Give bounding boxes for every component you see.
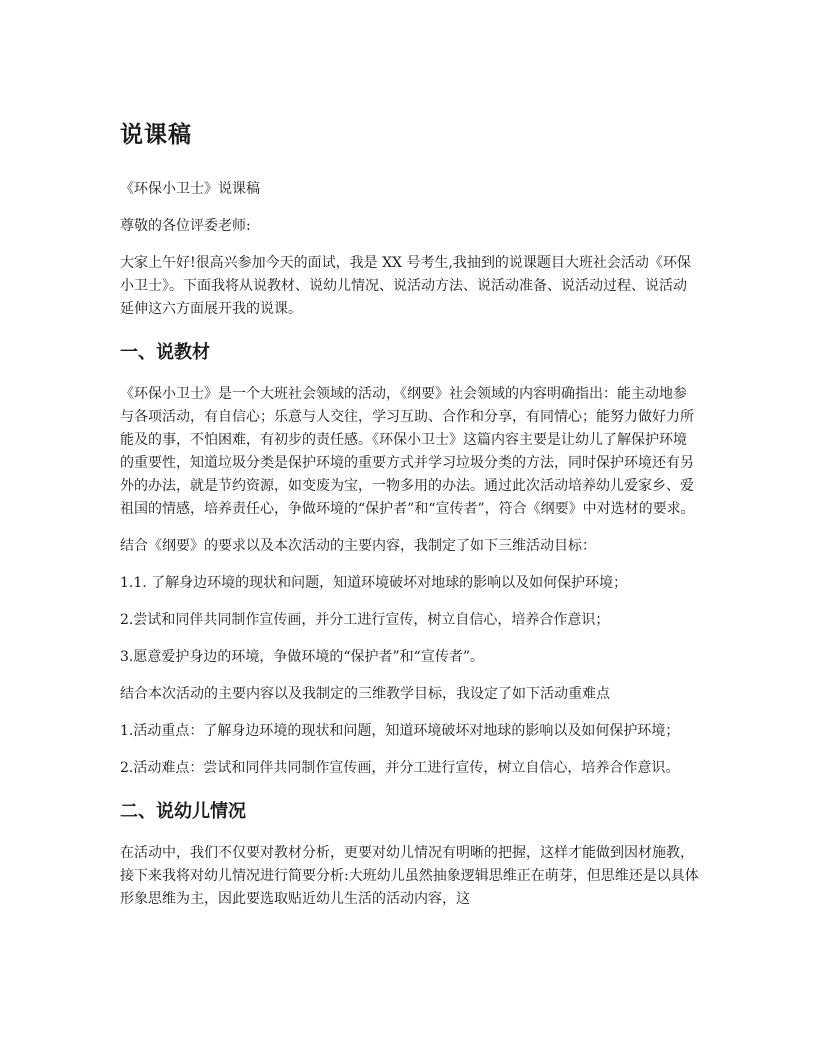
intro-paragraph: 大家上午好!很高兴参加今天的面试，我是 XX 号考生,我抽到的说课题目大班社会活动《环保小卫士》。下面我将从说教材、说幼儿情况、说活动方法、说活动准备、说活动过程、说活动延伸这六方面展开我的说课。 (120, 255, 691, 317)
goal-item-2: 2.尝试和同伴共同制作宣传画，并分工进行宣传，树立自信心，培养合作意识； (120, 612, 610, 628)
goals-intro-paragraph: 结合《纲要》的要求以及本次活动的主要内容，我制定了如下三维活动目标： (120, 538, 596, 554)
key-point-item-1: 1.活动重点：了解身边环境的现状和问题，知道环境破坏对地球的影响以及如何保护环境； (120, 723, 680, 739)
section-children-situation (120, 798, 700, 911)
document-page (120, 118, 700, 925)
greeting-paragraph: 尊敬的各位评委老师: (120, 218, 251, 234)
goal-item-1: 1.1. 了解身边环境的现状和问题，知道环境破坏对地球的影响以及如何保护环境； (120, 575, 628, 591)
document-subtitle: 《环保小卫士》说课稿 (120, 181, 260, 197)
material-paragraph: 《环保小卫士》是一个大班社会领域的活动，《纲要》社会领域的内容明确指出：能主动地参与各项活动，有自信心；乐意与人交往，学习互助、合作和分享，有同情心；能努力做好力所能及的事，不怕困难，有初步的责任感。《环保小卫士》这篇内容主要是让幼儿了解保护环境的重要性，知道垃圾分类是保护环境的重要方式并学习垃圾分类的方法，同时保护环境还有另外的办法，就是节约资源，如变废为宝，一物多用的办法。通过此次活动培养幼儿爱家乡、爱祖国的情感，培养责任心，争做环境的“保护者”和“宣传者”，符合《纲要》中对选材的要求。 (120, 386, 695, 517)
key-points-intro-paragraph: 结合本次活动的主要内容以及我制定的三维教学目标，我设定了如下活动重难点 (120, 686, 610, 702)
section-heading: 二、说幼儿情况 (120, 801, 246, 822)
key-point-item-2: 2.活动难点：尝试和同伴共同制作宣传画，并分工进行宣传，树立自信心，培养合作意识。 (120, 760, 680, 776)
document-title: 说课稿 (120, 122, 192, 148)
goal-item-3: 3.愿意爱护身边的环境，争做环境的“保护者”和“宣传者”。 (120, 649, 484, 665)
section-heading: 一、说教材 (120, 342, 210, 363)
children-paragraph: 在活动中，我们不仅要对教材分析，更要对幼儿情况有明晰的把握，这样才能做到因材施教，接下来我将对幼儿情况进行简要分析:大班幼儿虽然抽象逻辑思维正在萌芽，但思维还是以具体形象思维为主，因此要选取贴近幼儿生活的活动内容，这 (120, 845, 699, 907)
section-teaching-material (120, 339, 700, 780)
